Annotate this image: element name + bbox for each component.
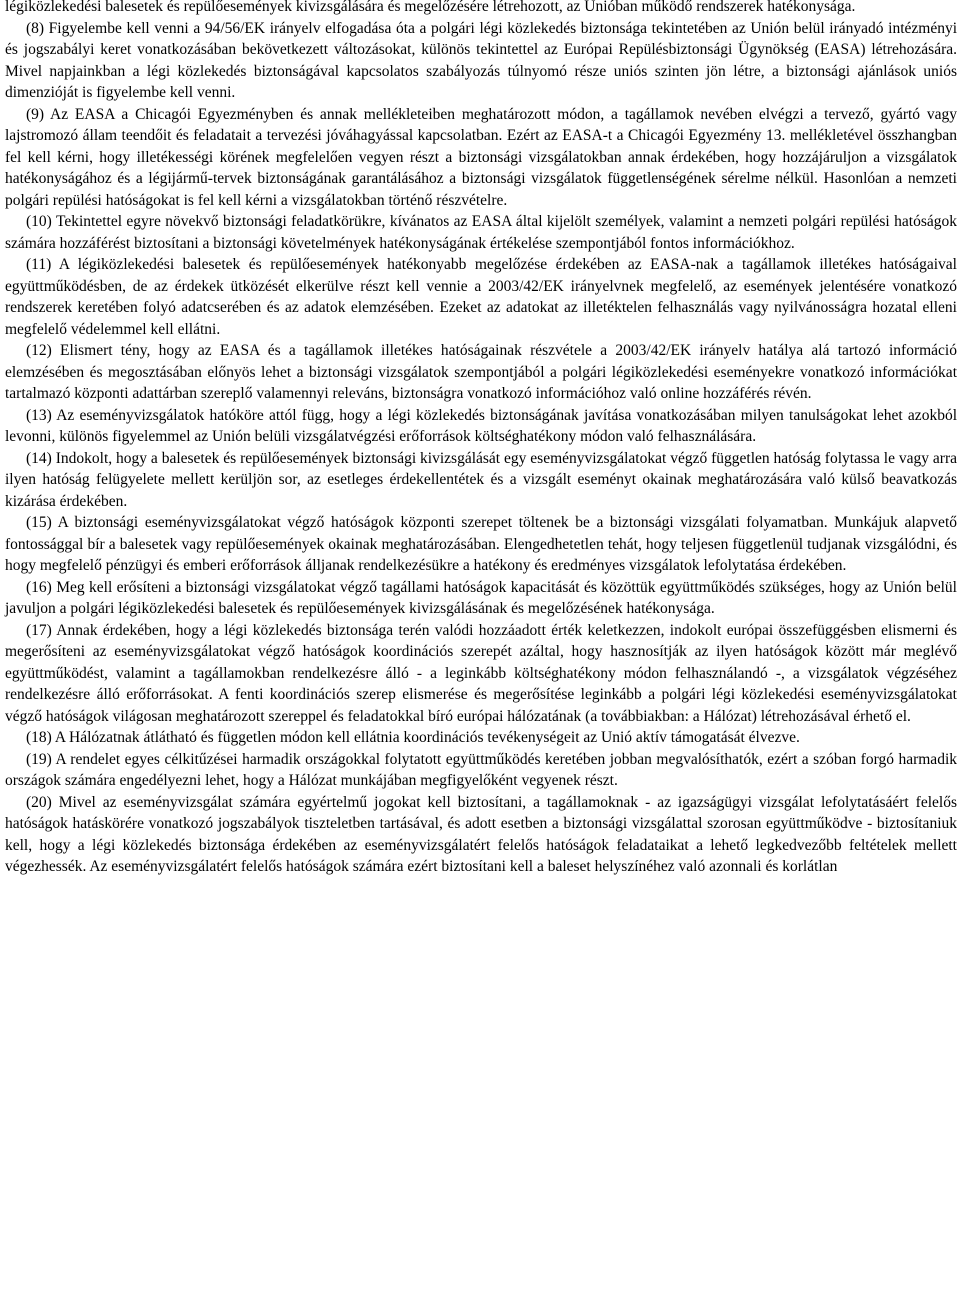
document-page: [5, 0, 957, 878]
recital-10: (10) Tekintettel egyre növekvő biztonsági feladatkörükre, kívánatos az EASA által kijelölt személyek, valamint a nemzeti polgári repülési hatóságok számára hozzáférést biztosítani a biztonsági követelmények hatékonyságának értékelése szempontjából fontos információkhoz.: [5, 213, 957, 252]
recital-12: (12) Elismert tény, hogy az EASA és a tagállamok illetékes hatóságainak részvétele a 2003/42/EK irányelv hatálya alá tartozó információ elemzésében és megosztásában előnyös lehet a biztonsági vizsgálatok szempontjából a polgári légiközlekedési eseményekre vonatkozó információkat tartalmazó központi adattárban szereplő valamennyi releváns, biztonságra vonatkozó információhoz való online hozzáférés révén.: [5, 342, 957, 402]
recital-8: (8) Figyelembe kell venni a 94/56/EK irányelv elfogadása óta a polgári légi közlekedés biztonsága tekintetében az Unión belül irányadó intézményi és jogszabályi keret vonatkozásában bekövetkezett változásokat, különös tekintettel az Európai Repülésbiztonsági Ügynökség (EASA) létrehozására. Mivel napjainkban a légi közlekedés biztonságával kapcsolatos szabályozás túlnyomó része uniós szinten jön létre, a biztonsági ajánlások uniós dimenzióját is figyelembe kell venni.: [5, 19, 957, 101]
recital-19: (19) A rendelet egyes célkitűzései harmadik országokkal folytatott együttműködés keretében jobban megvalósíthatók, ezért a szóban forgó harmadik országok számára engedélyezni lehet, hogy a Hálózat munkájában megfigyelőként vegyenek részt.: [5, 750, 957, 789]
recital-13: (13) Az eseményvizsgálatok hatóköre attól függ, hogy a légi közlekedés biztonságának javítása vonatkozásában milyen tanulságokat lehet azokból levonni, különös figyelemmel az Unión belüli vizsgálatvégzési erőforrások költséghatékony módon való felhasználására.: [5, 406, 957, 445]
recital-9: (9) Az EASA a Chicagói Egyezményben és annak mellékleteiben meghatározott módon, a tagállamok nevében elvégzi a tervező, gyártó vagy lajstromozó állam teendőit és feladatait a tervezési jóváhagyással kapcsolatban. Ezért az EASA-t a Chicagói Egyezmény 13. mellékletével összhangban fel kell kérni, hogy illetékességi körének megfelelően vegyen részt a biztonsági vizsgálatokban annak érdekében, hogy hozzájáruljon a vizsgálatok hatékonyságához és a légijármű-tervek biztonságának garantálásához a biztonsági vizsgálatok függetlenségének sérelme nélkül. Hasonlóan a nemzeti polgári repülési hatóságokat is fel kell kérni a vizsgálatokban történő részvételre.: [5, 105, 957, 209]
recital-11: (11) A légiközlekedési balesetek és repülőesemények hatékonyabb megelőzése érdekében az EASA-nak a tagállamok illetékes hatóságaival együttműködésben, de az érdekek ütközését elkerülve részt kell vennie a 2003/42/EK irányelvnek megfelelő, az események jelentésére vonatkozó rendszerek keretében folyó adatcserében és az adatok elemzésében. Ezeket az adatokat az illetéktelen felhasználás vagy nyilvánosságra hozatal elleni megfelelő védelemmel kell ellátni.: [5, 256, 957, 338]
lead-fragment: légiközlekedési balesetek és repülőesemények kivizsgálására és megelőzésére létrehozott, az Unióban működő rendszerek hatékonysága.: [5, 0, 856, 15]
recital-20: (20) Mivel az eseményvizsgálat számára egyértelmű jogokat kell biztosítani, a tagállamoknak - az igazságügyi vizsgálat lefolytatásáért felelős hatóságok hatáskörére vonatkozó jogszabályok tiszteletben tartásával, és adott esetben a biztonsági vizsgálattal szorosan együttműködve - biztosítaniuk kell, hogy a légi közlekedés biztonsága érdekében az eseményvizsgálatért felelős hatóságok feladataikat a lehető legkedvezőbb feltételek mellett végezhessék. Az eseményvizsgálatért felelős hatóságok számára ezért biztosítani kell a baleset helyszínéhez való azonnali és korlátlan: [5, 793, 957, 875]
recital-17: (17) Annak érdekében, hogy a légi közlekedés biztonsága terén valódi hozzáadott érték keletkezzen, indokolt európai összefüggésben elismerni és megerősíteni az eseményvizsgálatokat végző hatóságok koordinációs szerepét azáltal, hogy hasznosítják az ilyen hatóságok között már meglévő együttműködést, valamint a tagállamokban rendelkezésre álló - a leginkább költséghatékony módon felhasználandó -, a vizsgálatok végzéséhez rendelkezésre álló erőforrásokat. A fenti koordinációs szerep elismerése és megerősítése leginkább a polgári légi közlekedési eseményvizsgálatokat végző hatóságok világosan meghatározott szereppel és feladatokkal bíró európai hálózatának (a továbbiakban: a Hálózat) létrehozásával érhető el.: [5, 621, 957, 725]
recital-15: (15) A biztonsági eseményvizsgálatokat végző hatóságok központi szerepet töltenek be a biztonsági vizsgálati folyamatban. Munkájuk alapvető fontossággal bír a balesetek vagy repülőesemények okainak meghatározásában. Elengedhetetlen tehát, hogy teljesen függetlenül tudjanak vizsgálódni, és hogy megfelelő pénzügyi és emberi erőforrások álljanak rendelkezésükre a hatékony és eredményes vizsgálatok lefolytatása érdekében.: [5, 514, 957, 574]
recital-14: (14) Indokolt, hogy a balesetek és repülőesemények biztonsági kivizsgálását egy eseményvizsgálatokat végző független hatóság folytassa le vagy arra ilyen hatóság felügyelete mellett kerüljön sor, az esetleges érdekellentétek és a vizsgált eseményt okainak meghatározására való külső beavatkozás kizárása érdekében.: [5, 449, 957, 510]
recital-18: (18) A Hálózatnak átlátható és független módon kell ellátnia koordinációs tevékenységeit az Unió aktív támogatását élvezve.: [26, 729, 800, 746]
recital-16: (16) Meg kell erősíteni a biztonsági vizsgálatokat végző tagállami hatóságok kapacitását és közöttük együttműködés szükséges, hogy az Unión belül javuljon a polgári légiközlekedési balesetek és repülőesemények kivizsgálásának és megelőzésének hatékonysága.: [5, 578, 957, 617]
